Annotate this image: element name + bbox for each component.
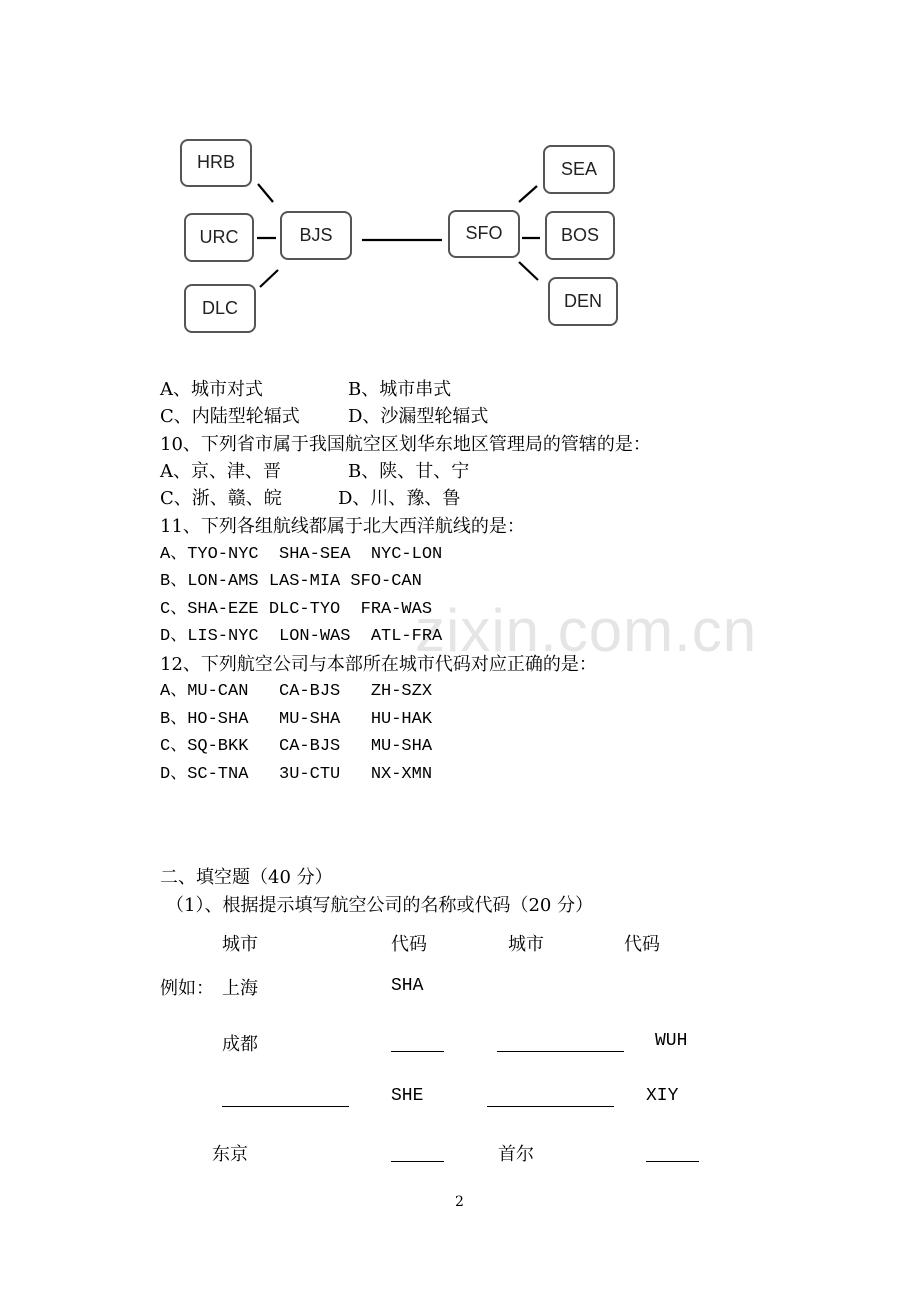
node-label: URC (199, 226, 239, 247)
node-label: BJS (299, 224, 333, 245)
node-sfo (449, 211, 519, 257)
q9-option-b: B、城市串式 (348, 379, 452, 400)
row4-code-1-blank[interactable] (391, 1160, 444, 1162)
node-label: HRB (196, 151, 236, 172)
node-label: SEA (560, 158, 598, 179)
example-code: SHA (391, 976, 424, 996)
header-code-2: 代码 (624, 934, 660, 955)
row4-city-1: 东京 (212, 1144, 248, 1165)
node-label: SFO (465, 222, 503, 243)
node-bjs (281, 212, 351, 259)
q9-option-d: D、沙漏型轮辐式 (348, 406, 489, 427)
section-2-title: 二、填空题（40 分） (160, 867, 333, 888)
node-urc (185, 214, 253, 261)
q12-option-d: D、SC-TNA 3U-CTU NX-XMN (160, 765, 433, 784)
q9-option-a: A、城市对式 (160, 379, 263, 400)
q10-option-b: B、陕、甘、宁 (348, 461, 470, 482)
example-prefix: 例如： (160, 978, 214, 999)
row3-city-1-blank[interactable] (222, 1105, 349, 1107)
row3-code-1: SHE (391, 1086, 424, 1106)
edge-sfo-sea (519, 186, 537, 202)
example-city: 上海 (222, 978, 258, 999)
header-code-1: 代码 (391, 934, 427, 955)
node-dlc (185, 285, 255, 332)
row2-city-2-blank[interactable] (497, 1050, 624, 1052)
edge-hrb-bjs (258, 184, 273, 202)
q12-option-b: B、HO-SHA MU-SHA HU-HAK (160, 710, 433, 729)
edge-dlc-bjs (260, 270, 278, 287)
q10-option-d: D、川、豫、鲁 (338, 488, 461, 509)
q10-option-c: C、浙、赣、皖 (160, 488, 282, 509)
row3-code-2: XIY (646, 1086, 679, 1106)
q12-stem: 12、下列航空公司与本部所在城市代码对应正确的是： (160, 654, 597, 675)
row4-city-2: 首尔 (498, 1144, 534, 1165)
section-2-sub-1: （1）、根据提示填写航空公司的名称或代码（20 分） (166, 895, 594, 916)
node-sea (544, 146, 614, 193)
node-hrb (181, 140, 251, 186)
q11-option-c: C、SHA-EZE DLC-TYO FRA-WAS (160, 600, 433, 619)
q12-option-c: C、SQ-BKK CA-BJS MU-SHA (160, 737, 433, 756)
q11-option-b: B、LON-AMS LAS-MIA SFO-CAN (160, 572, 422, 591)
q11-option-a: A、TYO-NYC SHA-SEA NYC-LON (160, 545, 443, 564)
node-label: BOS (560, 224, 600, 245)
q10-stem: 10、下列省市属于我国航空区划华东地区管理局的管辖的是： (160, 434, 651, 455)
node-den (549, 278, 617, 325)
header-city-2: 城市 (508, 934, 544, 955)
node-bos (546, 212, 614, 259)
q11-option-d: D、LIS-NYC LON-WAS ATL-FRA (160, 627, 443, 646)
q12-option-a: A、MU-CAN CA-BJS ZH-SZX (160, 682, 433, 701)
row2-city-1: 成都 (222, 1034, 258, 1055)
row4-code-2-blank[interactable] (646, 1160, 699, 1162)
q10-option-a: A、京、津、晋 (160, 461, 281, 482)
header-city-1: 城市 (222, 934, 258, 955)
watermark: zixin.com.cn (415, 597, 758, 664)
page-number: 2 (455, 1194, 464, 1210)
node-label: DEN (563, 290, 603, 311)
row3-city-2-blank[interactable] (487, 1105, 614, 1107)
row2-code-1-blank[interactable] (391, 1050, 444, 1052)
route-network-diagram (0, 0, 920, 360)
q9-option-c: C、内陆型轮辐式 (160, 406, 300, 427)
node-label: DLC (201, 297, 239, 318)
row2-code-2: WUH (655, 1031, 688, 1051)
q11-stem: 11、下列各组航线都属于北大西洋航线的是： (160, 516, 525, 537)
edge-sfo-den (519, 262, 538, 280)
